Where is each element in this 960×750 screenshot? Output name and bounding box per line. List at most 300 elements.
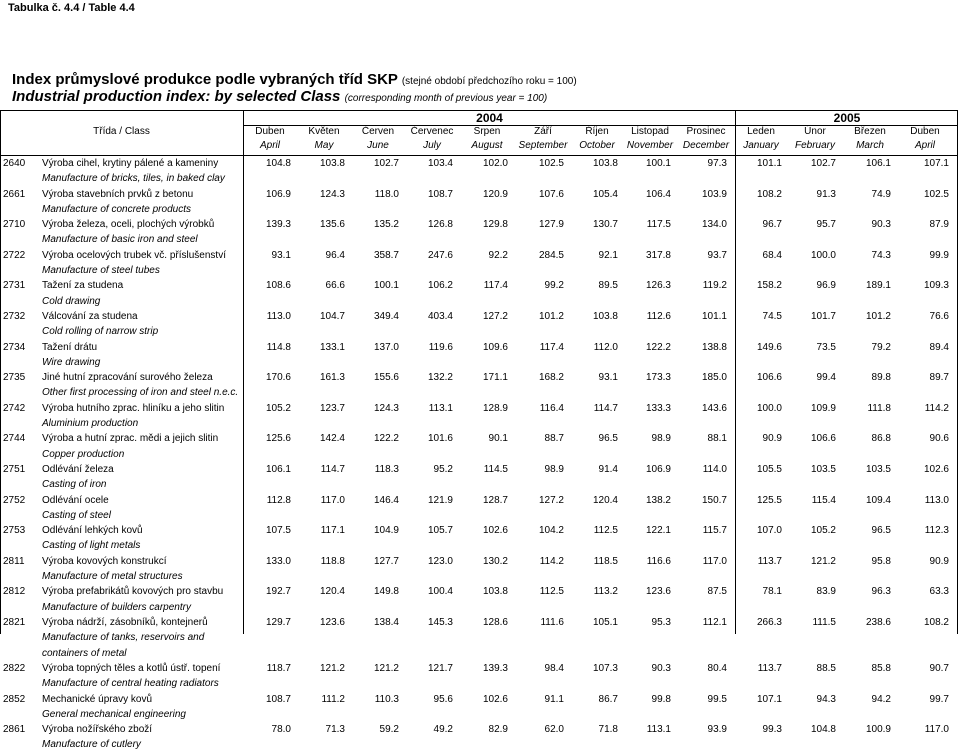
class-name-en: Wire drawing — [42, 356, 101, 368]
table-cell: 89.8 — [871, 372, 891, 384]
table-cell: 103.4 — [427, 158, 453, 169]
table-cell: 121.9 — [427, 494, 453, 506]
class-name-cz: Jiné hutní zpracování surového železa — [42, 372, 213, 384]
table-cell: 114.7 — [320, 464, 345, 475]
table-cell: 91.3 — [816, 188, 836, 200]
table-cell: 358.7 — [373, 249, 399, 261]
month-header-cz: Listopad — [631, 126, 669, 137]
table-cell: 66.6 — [325, 280, 345, 292]
table-cell: 112.8 — [266, 494, 291, 506]
table-cell: 95.6 — [433, 693, 453, 705]
table-row — [0, 586, 958, 613]
table-cell: 121.2 — [319, 662, 345, 674]
class-name-en: Manufacture of bricks, tiles, in baked clay — [42, 173, 225, 185]
table-cell: 105.2 — [265, 402, 291, 414]
table-cell: 117.5 — [646, 219, 671, 231]
table-cell: 142.4 — [319, 433, 345, 445]
table-cell: 73.5 — [816, 341, 836, 353]
table-cell: 105.2 — [810, 525, 836, 537]
table-cell: 104.8 — [810, 724, 836, 736]
table-cell: 99.8 — [651, 693, 671, 705]
table-row — [0, 219, 958, 246]
table-cell: 106.4 — [645, 188, 671, 200]
class-name-cz: Výroba topných těles a kotlů ústř. topení — [42, 662, 221, 674]
table-cell: 138.4 — [373, 617, 399, 628]
month-header-cz: Březen — [854, 126, 886, 137]
table-cell: 112.5 — [539, 586, 564, 598]
table-cell: 91.1 — [544, 693, 564, 705]
table-cell: 102.6 — [923, 464, 949, 475]
table-cell: 128.9 — [482, 402, 508, 414]
table-cell: 114.7 — [593, 402, 618, 414]
table-cell: 62.0 — [544, 724, 564, 736]
table-cell: 78.1 — [762, 586, 782, 598]
table-cell: 135.2 — [373, 219, 399, 231]
table-cell: 100.1 — [645, 158, 671, 169]
table-cell: 100.0 — [756, 402, 782, 414]
table-cell: 104.7 — [319, 311, 345, 322]
month-header-cz: Únor — [804, 126, 826, 137]
table-cell: 112.3 — [924, 525, 949, 537]
class-name-en: Casting of steel — [42, 509, 111, 521]
table-cell: 189.1 — [865, 280, 891, 292]
class-code: 2731 — [3, 280, 26, 292]
table-cell: 101.7 — [810, 311, 836, 322]
table-cell: 168.2 — [538, 372, 564, 384]
month-header-cz: Duben — [910, 126, 940, 137]
class-name-cz: Výroba nožířského zboží — [42, 724, 153, 736]
table-cell: 158.2 — [756, 280, 782, 292]
table-cell: 105.5 — [756, 464, 782, 475]
table-cell: 101.6 — [427, 433, 453, 445]
class-code: 2742 — [3, 402, 26, 414]
page-title-cz — [12, 71, 577, 88]
table-cell: 130.2 — [482, 555, 508, 567]
table-cell: 129.8 — [482, 219, 508, 231]
class-name-cz: Tažení drátu — [42, 341, 98, 353]
class-name-en: Cold rolling of narrow strip — [42, 326, 159, 338]
table-cell: 96.5 — [598, 433, 618, 445]
class-name-cz: Výroba železa, oceli, plochých výrobků — [42, 219, 215, 231]
table-cell: 116.6 — [646, 555, 671, 567]
table-cell: 127.2 — [482, 311, 508, 322]
table-cell: 149.6 — [756, 341, 782, 353]
table-row — [0, 249, 958, 277]
table-cell: 171.1 — [482, 372, 508, 384]
table-cell: 119.2 — [702, 280, 727, 292]
table-cell: 117.1 — [320, 525, 345, 537]
month-header-cz: Září — [534, 126, 552, 137]
table-cell: 101.2 — [538, 311, 564, 322]
class-code: 2734 — [3, 341, 26, 353]
table-cell: 94.2 — [871, 693, 891, 705]
table-row — [0, 372, 958, 399]
table-cell: 90.9 — [762, 433, 782, 445]
table-cell: 107.6 — [538, 188, 564, 200]
month-header-en: February — [794, 140, 835, 151]
table-cell: 149.8 — [373, 586, 399, 598]
table-cell: 86.7 — [598, 693, 618, 705]
table-cell: 89.4 — [929, 341, 949, 353]
table-row — [0, 311, 958, 338]
table-cell: 102.7 — [810, 158, 836, 169]
table-row — [0, 433, 958, 460]
table-cell: 108.2 — [756, 188, 782, 200]
table-cell: 317.8 — [645, 249, 671, 261]
title-en-note: (corresponding month of previous year = 100) — [344, 93, 548, 104]
table-cell: 134.0 — [701, 219, 727, 231]
table-cell: 101.1 — [756, 158, 782, 169]
table-cell: 113.0 — [266, 311, 291, 322]
table-row — [0, 662, 958, 690]
year-header-2004: 2004 — [476, 111, 503, 125]
table-cell: 106.1 — [865, 158, 891, 169]
table-cell: 95.7 — [816, 219, 836, 231]
table-tag: Tabulka č. 4.4 / Table 4.4 — [8, 2, 135, 14]
table-cell: 123.0 — [427, 555, 453, 567]
table-row — [0, 188, 958, 215]
class-name-cz: Výroba nádrží, zásobníků, kontejnerů — [42, 617, 208, 628]
class-name-en: Aluminium production — [42, 418, 139, 430]
table-cell: 99.4 — [816, 372, 836, 384]
class-name-cz: Výroba cihel, krytiny pálené a kameniny — [42, 158, 219, 169]
class-code: 2722 — [3, 249, 26, 261]
table-cell: 403.4 — [427, 311, 453, 322]
month-header-en: October — [579, 140, 615, 151]
class-code: 2735 — [3, 372, 26, 384]
table-cell: 104.9 — [373, 525, 399, 537]
table-cell: 125.5 — [756, 494, 782, 506]
class-name-en: Copper production — [42, 448, 125, 460]
table-cell: 104.8 — [265, 158, 291, 169]
table-cell: 88.1 — [707, 433, 727, 445]
class-code: 2852 — [3, 693, 26, 705]
table-cell: 146.4 — [373, 494, 399, 506]
table-cell: 106.9 — [645, 464, 671, 475]
class-name-en: containers of metal — [42, 647, 127, 659]
class-name-en: Manufacture of central heating radiators — [42, 678, 219, 690]
table-cell: 113.7 — [757, 662, 782, 674]
table-cell: 117.0 — [924, 724, 949, 736]
table-cell: 113.2 — [593, 586, 618, 598]
table-cell: 125.6 — [265, 433, 291, 445]
month-header-en: June — [367, 140, 389, 151]
table-cell: 91.4 — [598, 464, 618, 475]
table-cell: 111.2 — [321, 693, 345, 705]
table-cell: 117.4 — [483, 280, 508, 292]
table-cell: 135.6 — [319, 219, 345, 231]
table-cell: 97.3 — [707, 158, 727, 169]
table-cell: 118.7 — [266, 662, 291, 674]
table-cell: 126.3 — [645, 280, 671, 292]
table-cell: 78.0 — [271, 724, 291, 736]
table-cell: 85.8 — [871, 662, 891, 674]
table-cell: 106.6 — [810, 433, 836, 445]
table-cell: 96.7 — [762, 219, 782, 231]
title-en-text: Industrial production index: by selected Class — [12, 88, 341, 105]
table-cell: 138.8 — [701, 341, 727, 353]
table-cell: 95.2 — [433, 464, 453, 475]
table-row — [0, 617, 958, 659]
table-cell: 121.2 — [373, 662, 399, 674]
table-cell: 68.4 — [762, 249, 782, 261]
table-row — [0, 525, 958, 552]
class-name-cz: Výroba stavebních prvků z betonu — [42, 188, 194, 200]
table-cell: 100.4 — [427, 586, 453, 598]
table-cell: 117.0 — [702, 555, 727, 567]
table-cell: 133.1 — [319, 341, 345, 353]
table-cell: 102.5 — [923, 188, 949, 200]
class-name-cz: Výroba prefabrikátů kovových pro stavbu — [42, 586, 224, 598]
table-cell: 121.2 — [810, 555, 836, 567]
table-cell: 71.8 — [598, 724, 618, 736]
table-cell: 99.5 — [707, 693, 727, 705]
table-cell: 89.5 — [598, 280, 618, 292]
table-cell: 103.8 — [592, 311, 618, 322]
table-cell: 103.5 — [810, 464, 836, 475]
table-cell: 103.8 — [482, 586, 508, 598]
table-cell: 123.6 — [645, 586, 671, 598]
class-code: 2640 — [3, 158, 26, 169]
class-code: 2744 — [3, 433, 26, 445]
table-cell: 98.4 — [544, 662, 564, 674]
table-cell: 145.3 — [427, 617, 453, 628]
table-cell: 247.6 — [427, 249, 453, 261]
month-header-cz: Srpen — [473, 126, 501, 137]
table-cell: 112.6 — [646, 311, 671, 322]
table-cell: 107.1 — [756, 693, 782, 705]
class-name-cz: Výroba a hutní zprac. mědi a jejich slitin — [42, 433, 219, 445]
table-cell: 107.0 — [756, 525, 782, 537]
class-name-en: Manufacture of metal structures — [42, 571, 183, 583]
table-cell: 112.0 — [593, 341, 618, 353]
month-header-cz: Prosinec — [686, 126, 726, 137]
table-cell: 139.3 — [265, 219, 291, 231]
table-cell: 122.2 — [645, 341, 671, 353]
table-cell: 116.4 — [539, 402, 564, 414]
table-cell: 95.8 — [871, 555, 891, 567]
table-cell: 173.3 — [645, 372, 671, 384]
class-code: 2821 — [3, 617, 26, 628]
table-cell: 99.7 — [929, 693, 949, 705]
table-cell: 120.4 — [592, 494, 618, 506]
table-cell: 74.5 — [762, 311, 782, 322]
table-cell: 98.9 — [544, 464, 564, 475]
table-cell: 127.2 — [538, 494, 564, 506]
class-code: 2812 — [3, 586, 26, 598]
table-cell: 133.0 — [265, 555, 291, 567]
table-cell: 90.6 — [929, 433, 949, 445]
class-name-cz: Odlévání ocele — [42, 494, 109, 506]
table-cell: 101.2 — [865, 311, 891, 322]
table-cell: 114.0 — [702, 464, 727, 475]
title-cz-text: Index průmyslové produkce podle vybraných tříd SKP — [12, 71, 398, 88]
table-cell: 107.3 — [592, 662, 618, 674]
table-cell: 109.6 — [482, 341, 508, 353]
class-name-cz: Výroba ocelových trubek vč. příslušenství — [42, 249, 226, 261]
table-cell: 103.9 — [701, 188, 727, 200]
month-header-cz: Květen — [308, 126, 340, 137]
table-cell: 103.5 — [865, 464, 891, 475]
table-cell: 108.2 — [923, 617, 949, 628]
table-cell: 94.3 — [816, 693, 836, 705]
class-name-cz: Výroba kovových konstrukcí — [42, 555, 167, 567]
class-name-cz: Odlévání železa — [42, 464, 114, 475]
table-cell: 122.1 — [645, 525, 671, 537]
class-name-en: Other first processing of iron and steel n.e.c. — [42, 387, 239, 399]
table-cell: 106.9 — [265, 188, 291, 200]
class-name-cz: Tažení za studena — [42, 280, 124, 292]
table-cell: 192.7 — [265, 586, 291, 598]
table-cell: 132.2 — [427, 372, 453, 384]
table-cell: 130.7 — [592, 219, 618, 231]
month-header-en: September — [518, 140, 568, 151]
class-code: 2752 — [3, 494, 26, 506]
table-row — [0, 280, 958, 307]
table-cell: 99.2 — [544, 280, 564, 292]
table-cell: 129.7 — [265, 617, 291, 628]
table-cell: 102.7 — [373, 158, 399, 169]
class-header: Třída / Class — [93, 126, 150, 137]
class-name-en: General mechanical engineering — [42, 708, 186, 720]
table-cell: 138.2 — [645, 494, 671, 506]
table-cell: 114.5 — [483, 464, 508, 475]
class-name-cz: Odlévání lehkých kovů — [42, 525, 143, 537]
table-cell: 93.9 — [707, 724, 727, 736]
class-name-en: Casting of light metals — [42, 540, 141, 552]
class-code: 2811 — [3, 555, 25, 567]
table-cell: 113.0 — [924, 494, 949, 506]
table-cell: 93.7 — [707, 249, 727, 261]
table-cell: 92.2 — [488, 249, 508, 261]
table-cell: 120.4 — [319, 586, 345, 598]
table-row — [0, 724, 958, 750]
table-cell: 122.2 — [373, 433, 399, 445]
table-cell: 106.1 — [265, 464, 291, 475]
month-header-cz: Duben — [255, 126, 285, 137]
table-cell: 107.5 — [265, 525, 291, 537]
class-name-en: Manufacture of cutlery — [42, 739, 141, 750]
table-cell: 349.4 — [373, 311, 399, 322]
table-cell: 88.7 — [544, 433, 564, 445]
month-header-en: July — [423, 140, 441, 151]
table-cell: 127.9 — [538, 219, 564, 231]
table-cell: 117.4 — [539, 341, 564, 353]
table-cell: 96.5 — [871, 525, 891, 537]
table-cell: 113.7 — [757, 555, 782, 567]
table-cell: 105.1 — [592, 617, 618, 628]
table-cell: 112.5 — [593, 525, 618, 537]
table-cell: 102.0 — [482, 158, 508, 169]
table-cell: 111.6 — [540, 617, 564, 628]
table-cell: 98.9 — [651, 433, 671, 445]
class-name-cz: Výroba hutního zprac. hliníku a jeho slitin — [42, 402, 225, 414]
class-name-en: Manufacture of steel tubes — [42, 265, 160, 277]
table-cell: 87.9 — [929, 219, 949, 231]
class-name-en: Manufacture of builders carpentry — [42, 601, 191, 613]
divider-header — [0, 155, 958, 156]
table-cell: 79.2 — [871, 341, 891, 353]
table-cell: 118.8 — [320, 555, 345, 567]
table-cell: 124.3 — [319, 188, 345, 200]
table-cell: 108.7 — [265, 693, 291, 705]
month-header-cz: Červenec — [410, 126, 454, 137]
class-name-en: Cold drawing — [42, 295, 101, 307]
table-cell: 127.7 — [373, 555, 399, 567]
table-cell: 161.3 — [319, 372, 345, 384]
table-cell: 80.4 — [707, 662, 727, 674]
table-row — [0, 402, 958, 430]
month-header-en: May — [314, 140, 334, 151]
table-cell: 59.2 — [379, 724, 399, 736]
class-code: 2661 — [3, 188, 26, 200]
table-row — [0, 158, 958, 185]
table-cell: 108.7 — [427, 188, 453, 200]
class-name-en: Casting of iron — [42, 479, 107, 491]
table-cell: 114.2 — [924, 402, 949, 414]
class-name-en: Manufacture of concrete products — [42, 203, 191, 215]
table-cell: 87.5 — [707, 586, 727, 598]
table-cell: 96.9 — [816, 280, 836, 292]
table-cell: 74.3 — [871, 249, 891, 261]
table-cell: 76.6 — [929, 311, 949, 322]
table-cell: 111.5 — [812, 617, 836, 628]
table-cell: 133.3 — [645, 402, 671, 414]
table-cell: 99.9 — [929, 249, 949, 261]
table-cell: 185.0 — [701, 372, 727, 384]
table-cell: 93.1 — [598, 372, 618, 384]
month-header-cz: Říjen — [585, 126, 609, 137]
table-cell: 93.1 — [271, 249, 291, 261]
table-cell: 150.7 — [701, 494, 727, 506]
table-cell: 266.3 — [756, 617, 782, 628]
class-name-cz: Válcování za studena — [42, 311, 138, 322]
table-cell: 96.4 — [325, 249, 345, 261]
table-cell: 110.3 — [374, 693, 399, 705]
table-cell: 90.3 — [871, 219, 891, 231]
class-name-en: Manufacture of basic iron and steel — [42, 234, 198, 246]
table-cell: 118.3 — [374, 464, 399, 475]
table-cell: 115.7 — [702, 525, 727, 537]
table-cell: 128.6 — [482, 617, 508, 628]
table-cell: 104.2 — [538, 525, 564, 537]
table-cell: 123.6 — [319, 617, 345, 628]
table-cell: 115.4 — [811, 494, 836, 506]
month-header-en: December — [682, 140, 730, 151]
year-header-2005: 2005 — [833, 111, 861, 125]
table-cell: 99.3 — [762, 724, 782, 736]
table-cell: 101.1 — [701, 311, 727, 322]
table-cell: 113.1 — [428, 402, 453, 414]
table-cell: 123.7 — [319, 402, 345, 414]
table-cell: 96.3 — [871, 586, 891, 598]
month-header-en: January — [743, 140, 779, 151]
table-cell: 121.7 — [427, 662, 453, 674]
table-cell: 106.6 — [756, 372, 782, 384]
class-code: 2751 — [3, 464, 26, 475]
class-name-en: Manufacture of tanks, reservoirs and — [42, 632, 205, 644]
table-cell: 126.8 — [427, 219, 453, 231]
table-cell: 118.5 — [593, 555, 618, 567]
table-cell: 108.6 — [265, 280, 291, 292]
table-cell: 102.6 — [482, 525, 508, 537]
table-cell: 117.0 — [320, 494, 345, 506]
table-cell: 118.0 — [374, 188, 399, 200]
table-cell: 238.6 — [865, 617, 891, 628]
class-code: 2861 — [3, 724, 26, 736]
table-row — [0, 494, 958, 521]
table-cell: 109.4 — [865, 494, 891, 506]
